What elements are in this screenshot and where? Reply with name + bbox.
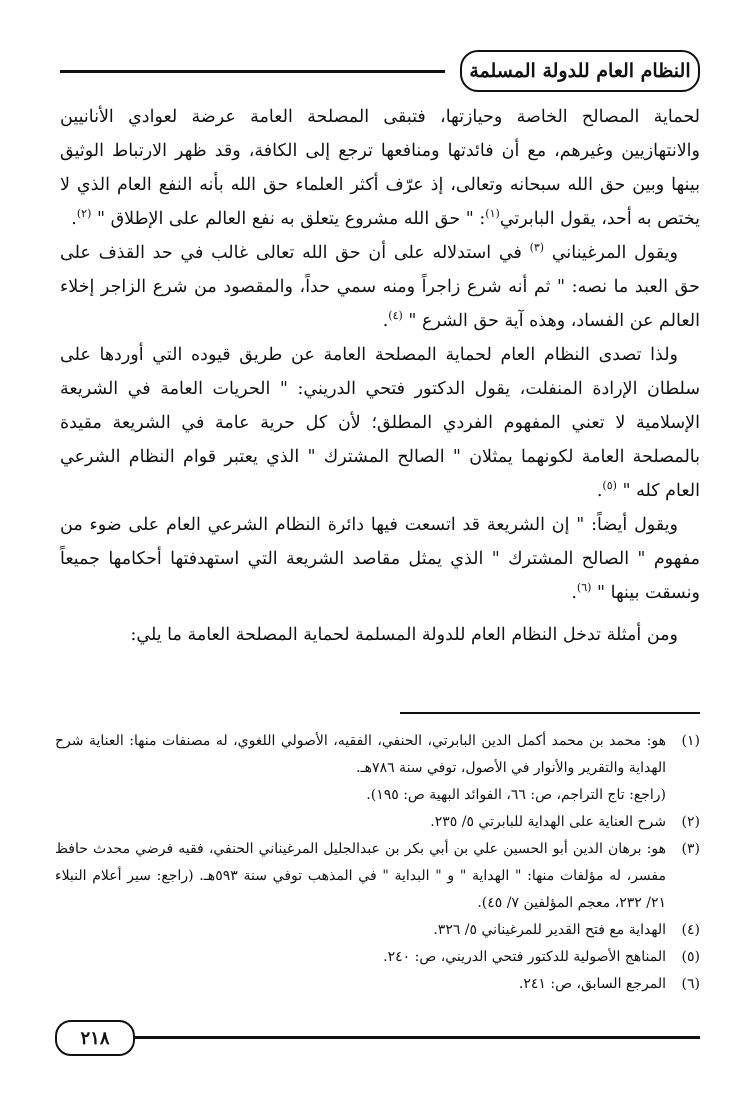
footnote-1-reference: (راجع: تاج التراجم، ص: ٦٦، الفوائد البهية ص: ١٩٥). [366, 787, 666, 803]
footnote-ref-6[interactable]: (٦) [576, 581, 592, 595]
footnote-ref-2[interactable]: (٢) [76, 207, 92, 221]
paragraph-2: ويقول المرغيناني $^{(٣)}$ في استدلاله على أن حق الله تعالى غالب في حد القذف على حق العبد ما نصه: " ثم أنه شرع زاجراً ومنه سمي حداً، والمقصود من شرع الزاجر إخلاء العالم عن الفساد، وهذه آية حق الشرع " $^{(٤)}$. [60, 241, 700, 331]
paragraph-4: ويقول أيضاً: " إن الشريعة قد اتسعت فيها دائرة النظام الشرعي العام على ضوء من مفهوم " الصالح المشترك " الذي يمثل مقاصد الشريعة التي استهدفتها أحكامها جميعاً ونسقت بينها " $^{(٦)}$. [60, 515, 700, 603]
footnote-ref-1[interactable]: (١) [485, 207, 500, 221]
footnote-ref-4[interactable]: (٤) [388, 309, 403, 323]
footnotes [55, 728, 700, 998]
footnote-6: (٦) المرجع السابق، ص: ٢٤١. [518, 976, 700, 992]
running-header [60, 48, 700, 96]
paragraph-1: لحماية المصالح الخاصة وحيازتها، فتبقى المصلحة العامة عرضة لعوادي الأنانيين والانتهازيين وغيرهم، مع أن فائدتها ومنافعها ترجع إلى الكافة، وقد ظهر الارتباط الوثيق بينها وبين حق الله سبحانه وتعالى، إذ عرّف أكثر العلماء حق الله بأنه النفع العام الذي لا يختص به أحد، يقول البابرتي$^{(١)}$: " حق الله مشروع يتعلق به نفع العالم على الإطلاق " $^{(٢)}$. [60, 107, 700, 229]
footnote-5: (٥) المناهج الأصولية للدكتور فتحي الدريني، ص: ٢٤٠. [383, 949, 700, 965]
page-footer [55, 1018, 700, 1058]
footnote-2: (٢) شرح العناية على الهداية للبابرتي ٥/ ٢٣٥. [430, 814, 700, 830]
footnote-separator [400, 712, 700, 714]
page-number: ٢١٨ [55, 1020, 135, 1056]
paragraph-3: ولذا تصدى النظام العام لحماية المصلحة العامة عن طريق قيوده التي أوردها على سلطان الإرادة المنفلت، يقول الدكتور فتحي الدريني: " الحريات العامة في الشريعة الإسلامية لا تعني المفهوم الفردي المطلق؛ لأن كل حرية عامة في الشريعة مقيدة بالمصلحة العامة لكونهما يمثلان " الصالح المشترك " الذي يعتبر قوام النظام الشرعي العام كله " $^{(٥)}$. [60, 345, 700, 501]
footnote-1: (١) هو: محمد بن محمد أكمل الدين البابرتي، الحنفي، الفقيه، الأصولي اللغوي، له مصنفات منها: العناية شرح الهداية والتقرير والأنوار في الأصول، توفي سنة ٧٨٦هـ. [55, 733, 700, 776]
footer-rule [135, 1036, 700, 1039]
paragraph-5: ومن أمثلة تدخل النظام العام للدولة المسلمة لحماية المصلحة العامة ما يلي: [130, 625, 678, 645]
footnote-3: (٣) هو: برهان الدين أبو الحسين علي بن أبي بكر بن عبدالجليل المرغيناني الحنفي، فقيه فرضي محدث حافظ مفسر، له مؤلفات منها: " الهداية " و " البداية " في المذهب توفي سنة ٥٩٣هـ. (راجع: سير أعلام النبلاء ٢١/ ٢٣٢، معجم المؤلفين ٧/ ٤٥). [55, 841, 700, 911]
footnote-4: (٤) الهداية مع فتح القدير للمرغيناني ٥/ ٣٢٦. [433, 922, 700, 938]
footnote-ref-3[interactable]: (٣) [529, 241, 545, 255]
header-title: النظام العام للدولة المسلمة [460, 50, 700, 92]
footnote-ref-5[interactable]: (٥) [602, 479, 617, 493]
main-text [60, 100, 700, 652]
header-rule [60, 70, 445, 73]
